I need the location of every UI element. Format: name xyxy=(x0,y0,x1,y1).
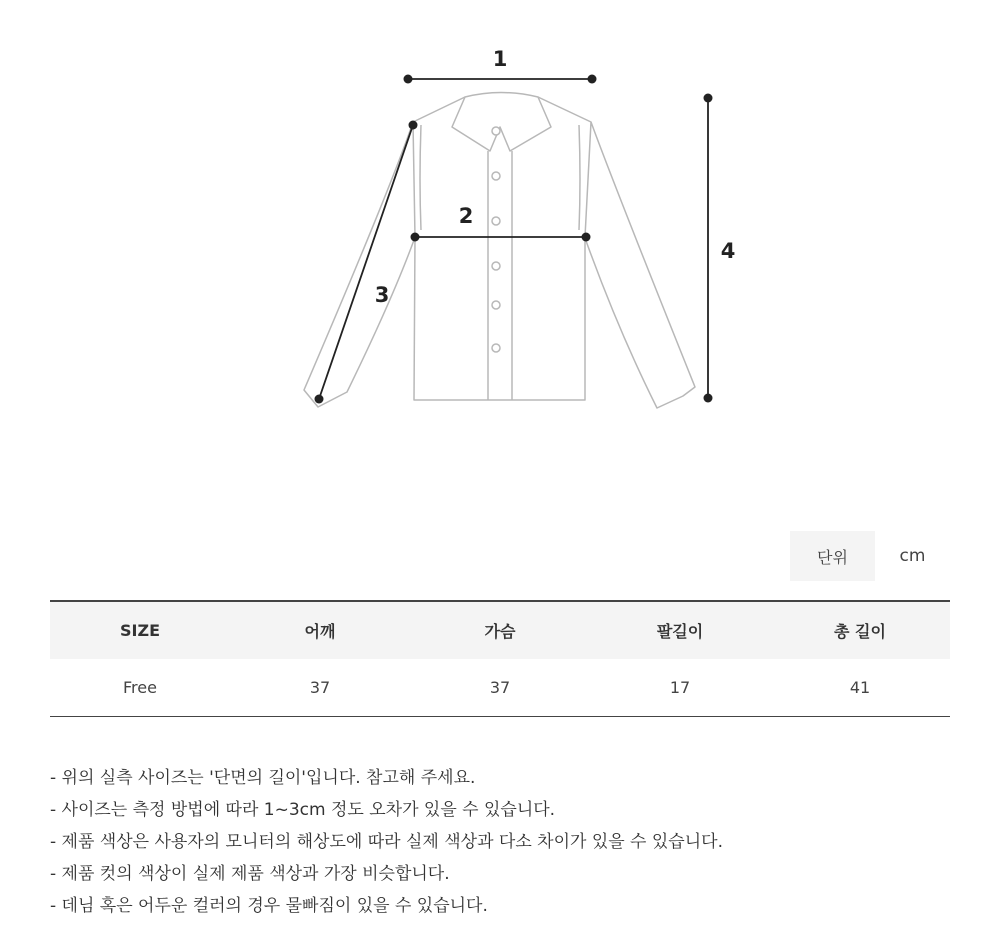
note-item: - 사이즈는 측정 방법에 따라 1~3cm 정도 오차가 있을 수 있습니다. xyxy=(50,800,556,820)
shirt-buttons xyxy=(492,127,500,352)
measurement-diagram xyxy=(0,0,1000,470)
measure-line-length xyxy=(704,94,713,403)
cell-total-length: 41 xyxy=(849,678,871,697)
header-sleeve-length: 팔길이 xyxy=(656,622,704,641)
shirt-illustration xyxy=(0,0,1000,470)
table-row xyxy=(50,659,950,717)
header-size: SIZE xyxy=(119,621,160,640)
cell-shoulder: 37 xyxy=(309,678,331,697)
cell-size: Free xyxy=(123,678,157,697)
note-item: - 제품 컷의 색상이 실제 제품 색상과 가장 비슷합니다. xyxy=(50,864,450,884)
cell-sleeve-length: 17 xyxy=(669,678,691,697)
label-3: 3 xyxy=(374,283,390,307)
unit-indicator xyxy=(790,531,950,581)
header-shoulder: 어깨 xyxy=(304,622,336,641)
unit-value: cm xyxy=(899,546,926,566)
measure-line-sleeve xyxy=(315,121,418,404)
measure-line-chest xyxy=(411,233,591,242)
header-chest: 가슴 xyxy=(484,622,516,641)
shirt-outline xyxy=(304,93,695,409)
label-1: 1 xyxy=(492,47,508,71)
note-item: - 데님 혹은 어두운 컬러의 경우 물빠짐이 있을 수 있습니다. xyxy=(50,896,488,916)
header-total-length: 총 길이 xyxy=(834,622,886,641)
unit-label: 단위 xyxy=(790,531,875,581)
table-header-row xyxy=(50,601,950,659)
size-table xyxy=(50,600,950,717)
cell-chest: 37 xyxy=(489,678,511,697)
note-item: - 위의 실측 사이즈는 '단면의 길이'입니다. 참고해 주세요. xyxy=(50,768,476,788)
label-2: 2 xyxy=(458,204,474,228)
measure-line-shoulder xyxy=(404,75,597,84)
label-4: 4 xyxy=(720,239,736,263)
notes-list xyxy=(50,762,723,922)
note-item: - 제품 색상은 사용자의 모니터의 해상도에 따라 실제 색상과 다소 차이가 있을 수 있습니다. xyxy=(50,832,723,852)
